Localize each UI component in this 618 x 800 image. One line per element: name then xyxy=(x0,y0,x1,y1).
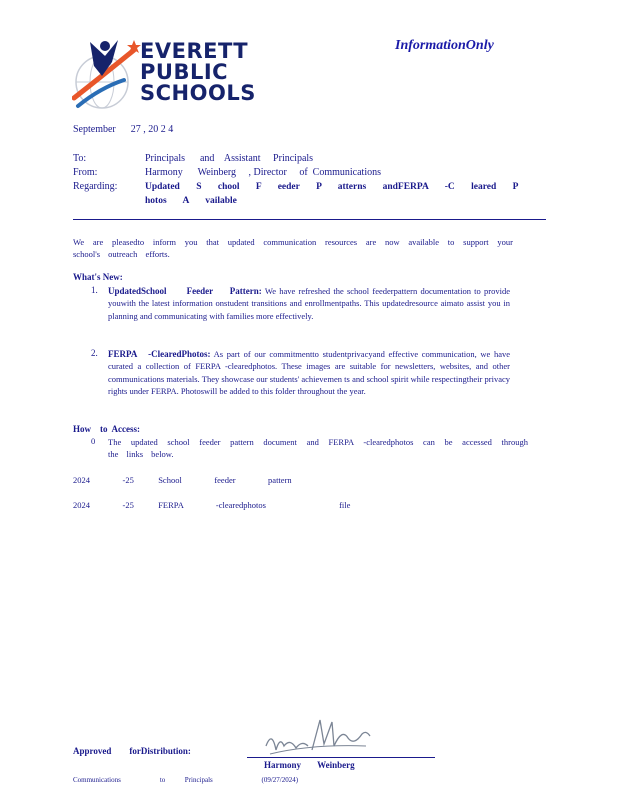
information-only-note: InformationOnly xyxy=(395,38,494,53)
signature-line xyxy=(247,757,435,758)
item-2-title: FERPA -ClearedPhotos: xyxy=(108,349,211,359)
logo-wordmark xyxy=(140,41,260,104)
signer-name: Harmony Weinberg xyxy=(264,760,355,770)
regarding-label: Regarding: xyxy=(73,181,118,192)
item-1-number: 1. xyxy=(91,285,98,295)
regarding-value: Updated S chool F eeder P atterns andFERPA -C leared P hotos A vailable xyxy=(145,182,518,206)
from-label: From: xyxy=(73,167,98,178)
logo-line-1: EVERETT xyxy=(140,39,249,63)
item-1-title: UpdatedSchool Feeder Pattern: xyxy=(108,286,262,296)
how-to-access-heading: How to Access: xyxy=(73,424,140,434)
to-label: To: xyxy=(73,153,87,164)
logo-emblem-icon xyxy=(72,36,142,112)
logo-line-2: PUBLIC xyxy=(140,60,229,84)
header-divider xyxy=(73,219,546,220)
item-2 xyxy=(108,348,510,398)
to-value: Principals and Assistant Principals xyxy=(145,153,314,164)
item-1-body: We have refreshed the school feederpattern documentation to provide youwith the latest information onstudent transitions and enrollmentpaths. This updatedresource aimato assist you in planning and communicating with families more effectively. xyxy=(108,286,510,321)
approved-for-distribution-label: Approved forDistribution: xyxy=(73,746,191,756)
link-school-feeder-pattern[interactable]: 2024 -25 School feeder pattern xyxy=(73,475,292,485)
intro-paragraph: We are pleasedto inform you that updated communication resources are now available to support your school's outreach efforts. xyxy=(73,237,513,260)
whats-new-heading: What's New: xyxy=(73,272,123,282)
footer-reference: Communications to Principals (09/27/2024) xyxy=(73,776,299,784)
from-value: Harmony Weinberg , Director of Communications xyxy=(145,167,382,178)
item-1 xyxy=(108,285,510,322)
access-text: The updated school feeder pattern document and FERPA -clearedphotos can be accessed through the links below. xyxy=(108,437,528,460)
access-bullet: 0 xyxy=(91,436,96,446)
item-2-body: As part of our commitmentto studentprivacyand effective communication, we have curated a collection of FERPA -clearedphotos. These images are suitable for newsletters, websites, and other communications materials. They showcase our students' achievemen ts and school spirit while respectingtheir privacy rights under FERPA. Photoswill be added to this folder throughout the year. xyxy=(108,349,511,397)
signature-icon xyxy=(262,716,372,760)
memo-date: September 27 , 20 2 4 xyxy=(73,124,174,135)
link-ferpa-cleared-photos[interactable]: 2024 -25 FERPA -clearedphotos file xyxy=(73,500,351,510)
logo-line-3: SCHOOLS xyxy=(140,81,256,105)
item-2-number: 2. xyxy=(91,348,98,358)
